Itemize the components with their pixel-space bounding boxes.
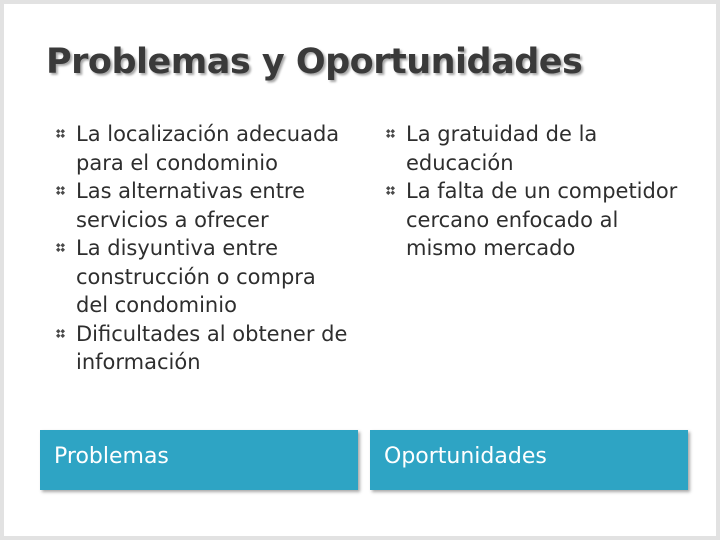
list-item [54,177,354,234]
list-item [54,120,354,177]
four-diamond-bullet-icon [56,129,65,138]
list-item-text: Dificultades al obtener de información [76,321,348,374]
opportunities-label: Oportunidades [384,444,547,469]
problems-list [54,120,354,377]
problems-label: Problemas [54,444,169,469]
four-diamond-bullet-icon [56,243,65,252]
four-diamond-bullet-icon [56,186,65,195]
list-item [54,320,354,377]
list-item [384,120,684,177]
list-item-text: La falta de un competidor cercano enfocado al mismo mercado [406,179,678,260]
list-item-text: La localización adecuada para el condominio [76,122,340,175]
list-item [384,177,684,263]
four-diamond-bullet-icon [386,129,395,138]
opportunities-label-box [370,430,688,490]
list-item-text: Las alternativas entre servicios a ofrecer [76,179,306,232]
list-item-text: La gratuidad de la educación [406,122,598,175]
four-diamond-bullet-icon [386,186,395,195]
four-diamond-bullet-icon [56,329,65,338]
list-item [54,234,354,320]
slide-title: Problemas y Oportunidades [46,42,583,82]
problems-label-box [40,430,358,490]
opportunities-list [384,120,684,263]
list-item-text: La disyuntiva entre construcción o compra del condominio [76,236,316,317]
